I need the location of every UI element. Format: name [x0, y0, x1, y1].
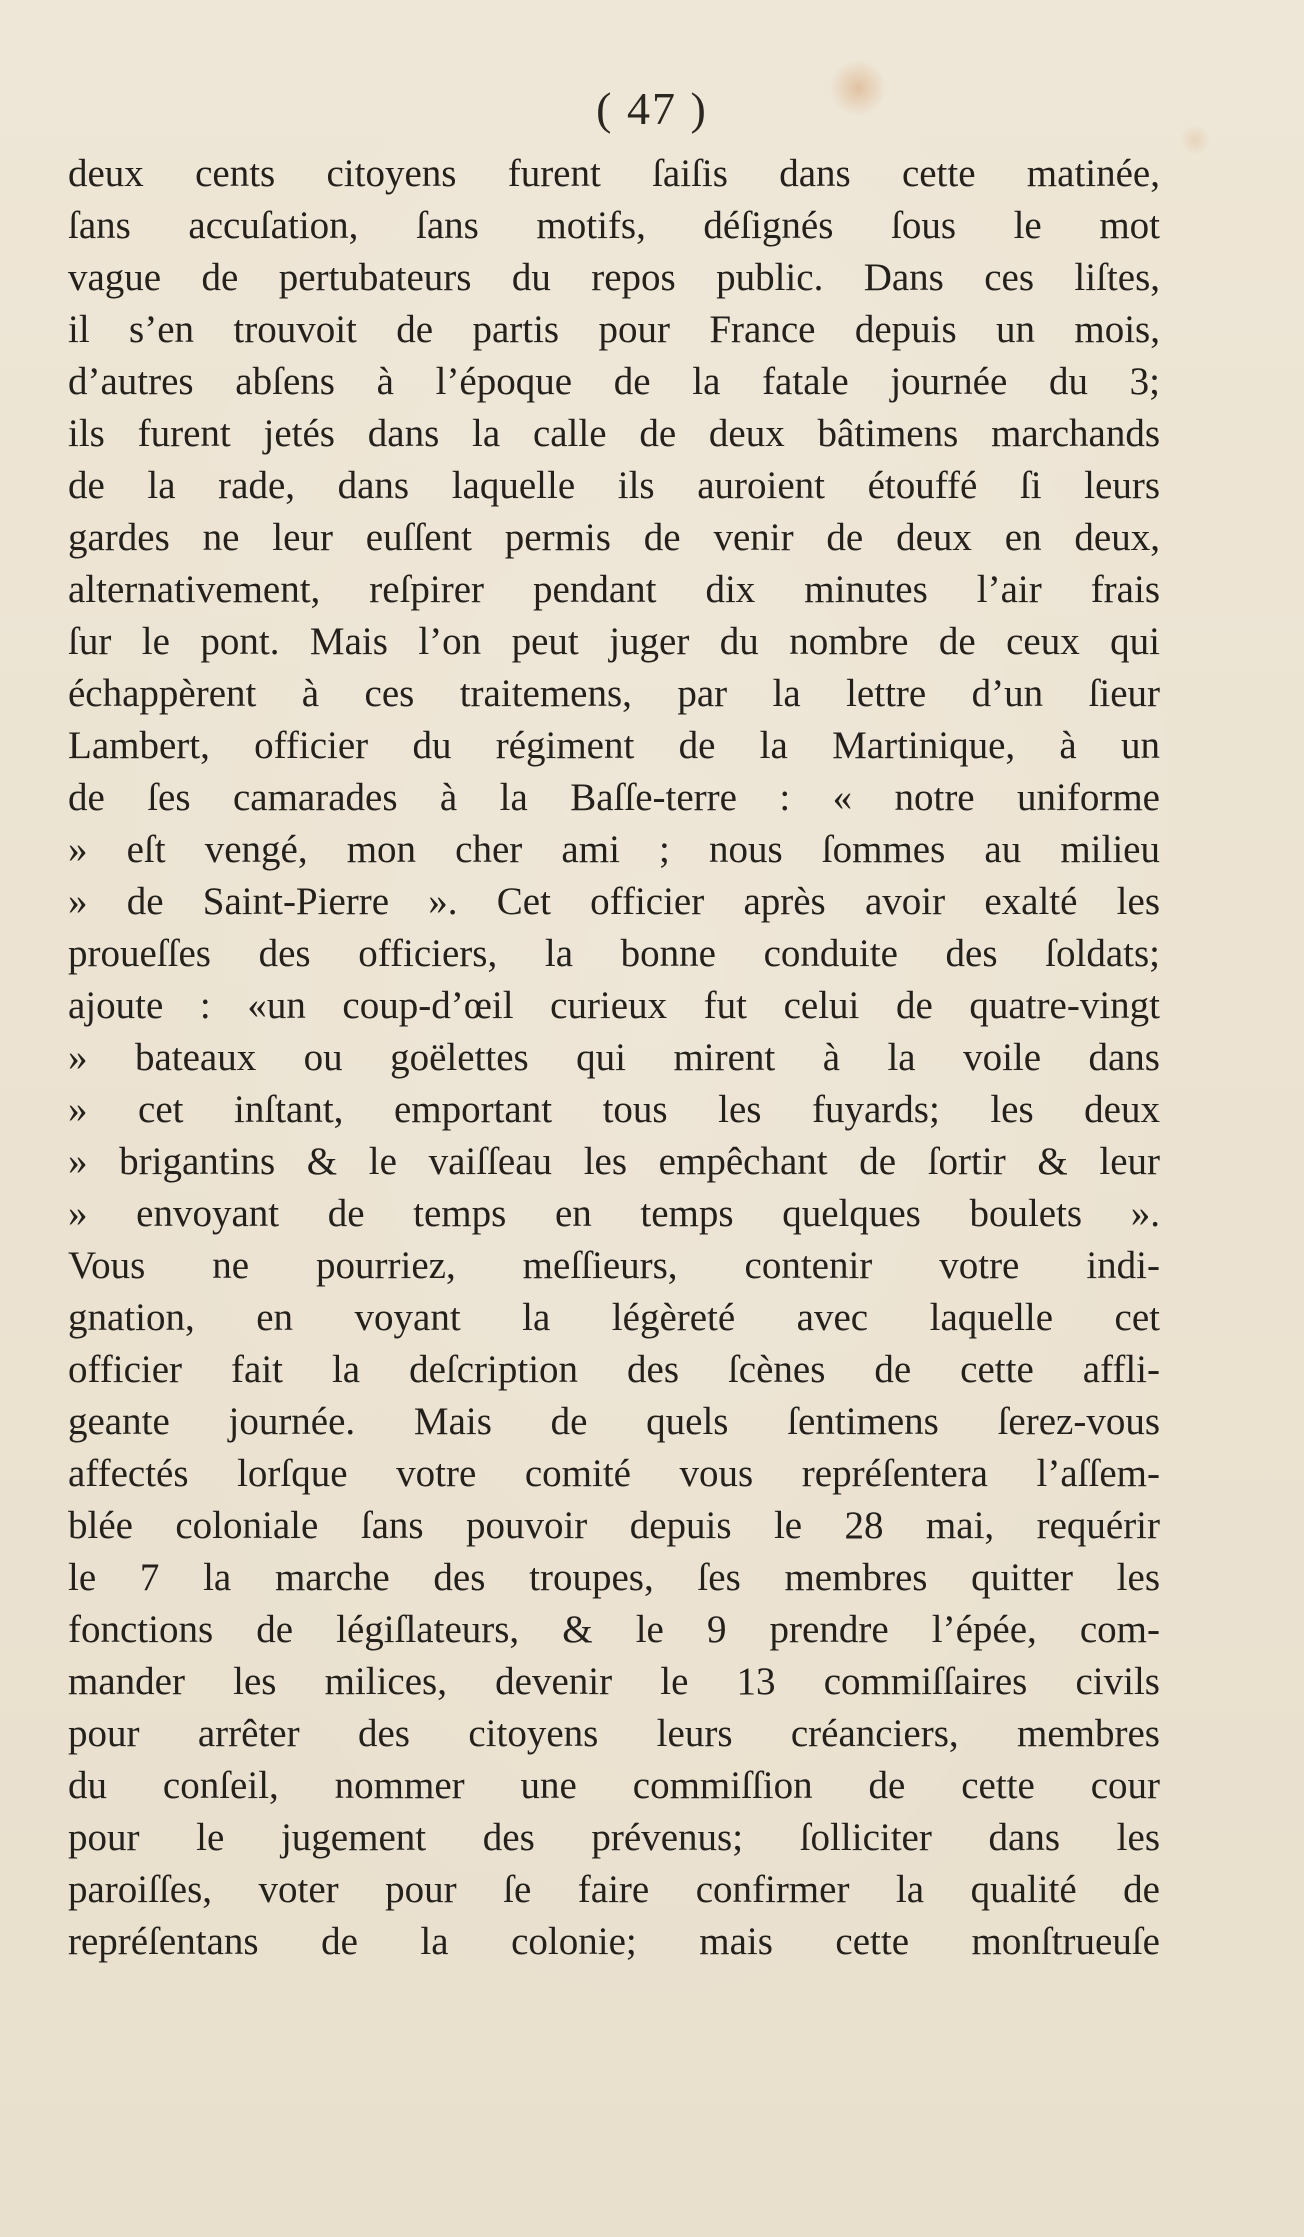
text-line: échappèrent à ces traitemens, par la lettre d’un ſieur [68, 672, 1160, 715]
text-line: blée coloniale ſans pouvoir depuis le 28 mai, requérir [68, 1504, 1160, 1547]
text-line: de la rade, dans laquelle ils auroient étouffé ſi leurs [68, 464, 1160, 507]
text-line: » brigantins & le vaiſſeau les empêchant de ſortir & leur [68, 1140, 1160, 1183]
text-line: pour le jugement des prévenus; ſolliciter dans les [68, 1816, 1160, 1859]
text-line: » bateaux ou goëlettes qui mirent à la voile dans [68, 1036, 1160, 1079]
text-line: ils furent jetés dans la calle de deux bâtimens marchands [68, 412, 1160, 455]
text-line: d’autres abſens à l’époque de la fatale journée du 3; [68, 360, 1160, 403]
text-line: vague de pertubateurs du repos public. Dans ces liſtes, [68, 256, 1160, 299]
text-line: ſur le pont. Mais l’on peut juger du nombre de ceux qui [68, 620, 1160, 663]
text-line: pour arrêter des citoyens leurs créanciers, membres [68, 1712, 1160, 1755]
text-line: repréſentans de la colonie; mais cette monſtrueuſe [68, 1920, 1160, 1963]
text-line: officier fait la deſcription des ſcènes de cette affli- [68, 1348, 1160, 1391]
text-line: Lambert, officier du régiment de la Martinique, à un [68, 724, 1160, 767]
text-line: geante journée. Mais de quels ſentimens ſerez-vous [68, 1400, 1160, 1443]
text-line: il s’en trouvoit de partis pour France depuis un mois, [68, 308, 1160, 351]
text-line: ſans accuſation, ſans motifs, déſignés ſous le mot [68, 204, 1160, 247]
text-line: » de Saint-Pierre ». Cet officier après avoir exalté les [68, 880, 1160, 923]
text-line: affectés lorſque votre comité vous repréſentera l’aſſem- [68, 1452, 1160, 1495]
body-text [68, 148, 1160, 1968]
text-line: gnation, en voyant la légèreté avec laquelle cet [68, 1296, 1160, 1339]
text-line: le 7 la marche des troupes, ſes membres quitter les [68, 1556, 1160, 1599]
text-line: fonctions de légiſlateurs, & le 9 prendre l’épée, com- [68, 1608, 1160, 1651]
text-line: Vous ne pourriez, meſſieurs, contenir votre indi- [68, 1244, 1160, 1287]
text-line: alternativement, reſpirer pendant dix minutes l’air frais [68, 568, 1160, 611]
text-line: proueſſes des officiers, la bonne conduite des ſoldats; [68, 932, 1160, 975]
text-line: de ſes camarades à la Baſſe-terre : « notre uniforme [68, 776, 1160, 819]
text-line: du conſeil, nommer une commiſſion de cette cour [68, 1764, 1160, 1807]
text-line: » cet inſtant, emportant tous les fuyards; les deux [68, 1088, 1160, 1131]
page-number: ( 47 ) [596, 83, 708, 134]
text-line: » envoyant de temps en temps quelques boulets ». [68, 1192, 1160, 1235]
text-line: » eſt vengé, mon cher ami ; nous ſommes au milieu [68, 828, 1160, 871]
text-line: ajoute : «un coup-d’œil curieux fut celui de quatre-vingt [68, 984, 1160, 1027]
text-line: deux cents citoyens furent ſaiſis dans cette matinée, [68, 152, 1160, 195]
text-line: gardes ne leur euſſent permis de venir de deux en deux, [68, 516, 1160, 559]
text-line: paroiſſes, voter pour ſe faire confirmer la qualité de [68, 1868, 1160, 1911]
text-line: mander les milices, devenir le 13 commiſſaires civils [68, 1660, 1160, 1703]
